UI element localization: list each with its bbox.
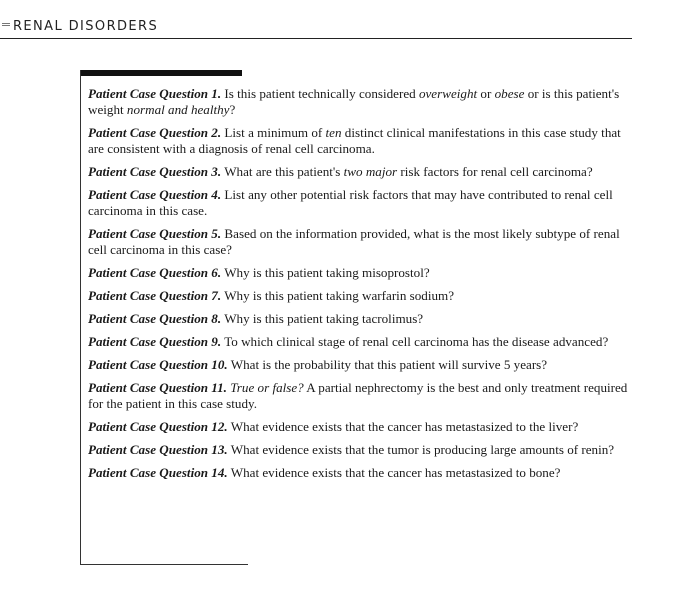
question-label: Patient Case Question 9. <box>88 334 222 349</box>
box-left-rule <box>80 70 81 565</box>
question-item <box>88 125 632 157</box>
question-item <box>88 288 632 304</box>
question-emphasis: obese <box>494 86 525 101</box>
question-text: To which clinical stage of renal cell carcinoma has the disease advanced? <box>224 334 609 349</box>
question-label: Patient Case Question 5. <box>88 226 222 241</box>
question-text: True or false? A partial nephrectomy is the best and only treatment required for the patient in this case study. <box>88 380 628 411</box>
question-emphasis: overweight <box>418 86 478 101</box>
question-text: What are this patient's two major risk factors for renal cell carcinoma? <box>224 164 593 179</box>
question-emphasis: ten <box>325 125 342 140</box>
box-top-bar <box>80 70 242 76</box>
header-marker-icon <box>2 23 10 26</box>
question-text: Based on the information provided, what is the most likely subtype of renal cell carcinoma in this case? <box>88 226 620 257</box>
question-text: List a minimum of ten distinct clinical manifestations in this case study that are consistent with a diagnosis of renal cell carcinoma. <box>88 125 621 156</box>
question-label: Patient Case Question 11. <box>88 380 227 395</box>
question-item <box>88 265 632 281</box>
section-header <box>0 18 632 39</box>
question-label: Patient Case Question 6. <box>88 265 222 280</box>
question-text: Why is this patient taking misoprostol? <box>224 265 430 280</box>
question-text: Is this patient technically considered overweight or obese or is this patient's weight normal and healthy? <box>88 86 620 117</box>
question-label: Patient Case Question 2. <box>88 125 222 140</box>
question-text: What evidence exists that the cancer has metastasized to the liver? <box>230 419 579 434</box>
question-label: Patient Case Question 1. <box>88 86 222 101</box>
question-item <box>88 442 632 458</box>
question-text: List any other potential risk factors that may have contributed to renal cell carcinoma in this case. <box>88 187 613 218</box>
question-item <box>88 187 632 219</box>
question-item <box>88 226 632 258</box>
box-bottom-rule <box>80 564 248 565</box>
question-item <box>88 419 632 435</box>
question-text: What is the probability that this patient will survive 5 years? <box>230 357 548 372</box>
question-item <box>88 380 632 412</box>
question-text: Why is this patient taking warfarin sodium? <box>224 288 455 303</box>
question-box <box>80 70 640 565</box>
question-item <box>88 164 632 180</box>
question-emphasis: True or false? <box>230 380 304 395</box>
question-item <box>88 86 632 118</box>
question-list <box>88 86 632 481</box>
question-label: Patient Case Question 10. <box>88 357 228 372</box>
question-emphasis: normal and healthy <box>126 102 230 117</box>
question-label: Patient Case Question 4. <box>88 187 222 202</box>
question-text: What evidence exists that the tumor is producing large amounts of renin? <box>230 442 615 457</box>
question-item <box>88 465 632 481</box>
question-label: Patient Case Question 7. <box>88 288 222 303</box>
question-label: Patient Case Question 12. <box>88 419 228 434</box>
question-item <box>88 334 632 350</box>
question-emphasis: two major <box>343 164 398 179</box>
question-label: Patient Case Question 8. <box>88 311 222 326</box>
question-item <box>88 311 632 327</box>
question-label: Patient Case Question 13. <box>88 442 228 457</box>
question-label: Patient Case Question 3. <box>88 164 222 179</box>
question-text: What evidence exists that the cancer has metastasized to bone? <box>230 465 561 480</box>
question-item <box>88 357 632 373</box>
section-title: RENAL DISORDERS <box>13 19 159 34</box>
question-text: Why is this patient taking tacrolimus? <box>224 311 424 326</box>
question-label: Patient Case Question 14. <box>88 465 228 480</box>
